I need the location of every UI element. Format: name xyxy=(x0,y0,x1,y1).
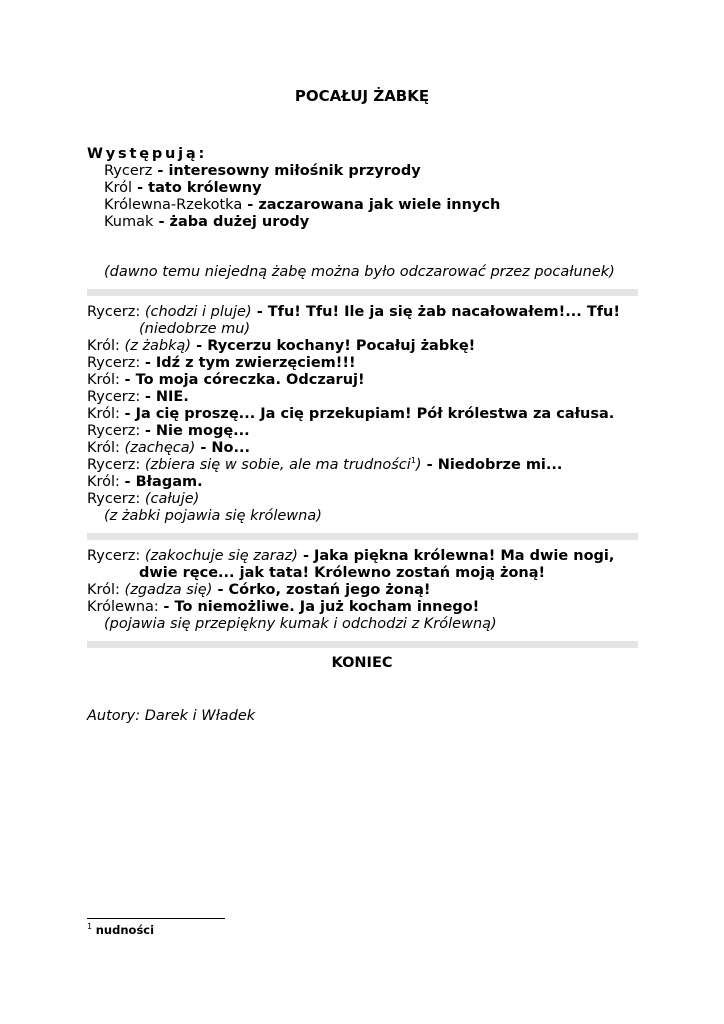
dialogue-line xyxy=(87,491,199,507)
cast-name: Kumak xyxy=(104,214,154,230)
stage-direction: (zachęca) xyxy=(124,440,196,456)
speaker: Rycerz: xyxy=(87,457,145,473)
dialogue-continuation xyxy=(139,565,545,581)
speech: dwie ręce... jak tata! Królewno zostań moją żoną! xyxy=(139,565,546,581)
cast-desc: - interesowny miłośnik przyrody xyxy=(152,163,421,179)
cast-name: Rycerz xyxy=(104,163,153,179)
stage-direction-line xyxy=(104,616,497,632)
stage-direction: (całuje) xyxy=(144,491,200,507)
cast-member xyxy=(104,214,309,230)
cast-member xyxy=(104,163,421,179)
dialogue-line xyxy=(87,457,562,473)
speaker: Rycerz: xyxy=(87,491,145,507)
dialogue-line xyxy=(87,372,365,388)
cast-member xyxy=(104,180,262,196)
dialogue-line xyxy=(87,423,250,439)
speaker: Król: xyxy=(87,406,125,422)
speaker: Królewna: xyxy=(87,599,164,615)
speech: - Idź z tym zwierzęciem!!! xyxy=(144,355,356,371)
dialogue-line xyxy=(87,599,479,615)
speech: - Ja cię proszę... Ja cię przekupiam! Pół królestwa za całusa. xyxy=(124,406,615,422)
speech: - NIE. xyxy=(144,389,189,405)
footnote xyxy=(87,923,154,937)
stage-direction: (zbiera się w sobie, ale ma trudności xyxy=(144,457,411,473)
stage-direction: (niedobrze mu) xyxy=(139,321,251,337)
cast-desc: - zaczarowana jak wiele innych xyxy=(242,197,501,213)
cast-name: Król xyxy=(104,180,133,196)
section-divider xyxy=(87,533,638,540)
dialogue-line xyxy=(87,355,356,371)
dialogue-line xyxy=(87,338,475,354)
speaker: Król: xyxy=(87,372,125,388)
footnote-separator xyxy=(87,918,225,919)
speech: - Nie mogę... xyxy=(144,423,250,439)
cast-name: Królewna-Rzekotka xyxy=(104,197,243,213)
intro-stage-direction xyxy=(104,264,615,280)
cast-member xyxy=(104,197,500,213)
speech: - To moja córeczka. Odczaruj! xyxy=(124,372,365,388)
speaker: Król: xyxy=(87,440,125,456)
speech: - Tfu! Tfu! Ile ja się żab nacałowałem!... Tfu! xyxy=(251,304,620,320)
speaker: Król: xyxy=(87,474,125,490)
speech: - Jaka piękna królewna! Ma dwie nogi, xyxy=(297,548,615,564)
speaker: Rycerz: xyxy=(87,389,145,405)
dialogue-line xyxy=(87,548,614,564)
footnote-number: 1 xyxy=(87,922,93,932)
authors xyxy=(87,708,255,724)
cast-heading: Występują: xyxy=(87,146,208,162)
speech: - No... xyxy=(195,440,251,456)
section-divider xyxy=(87,641,638,648)
dialogue-line xyxy=(87,389,189,405)
page-title: POCAŁUJ ŻABKĘ xyxy=(294,87,430,105)
stage-direction-line xyxy=(104,508,322,524)
stage-direction: (z żabką) xyxy=(124,338,192,354)
speaker: Rycerz: xyxy=(87,423,145,439)
speaker: Król: xyxy=(87,338,125,354)
dialogue-line xyxy=(87,440,250,456)
end-marker: KONIEC xyxy=(331,655,393,671)
speaker: Rycerz: xyxy=(87,548,145,564)
dialogue-line xyxy=(87,304,620,320)
section-divider xyxy=(87,289,638,296)
footnote-ref[interactable]: 1 xyxy=(410,456,416,466)
speech: - Rycerzu kochany! Pocałuj żabkę! xyxy=(191,338,476,354)
dialogue-continuation xyxy=(139,321,250,337)
stage-direction: (chodzi i pluje) xyxy=(144,304,252,320)
dialogue-line xyxy=(87,406,614,422)
footnote-text: nudności xyxy=(95,923,155,937)
speech: - Błagam. xyxy=(124,474,203,490)
speech: - Niedobrze mi... xyxy=(421,457,563,473)
speaker: Rycerz: xyxy=(87,304,145,320)
stage-direction: (zakochuje się zaraz) xyxy=(144,548,298,564)
stage-direction-end: ) xyxy=(415,457,422,473)
intro-text: (dawno temu niejedną żabę można było odczarować przez pocałunek) xyxy=(104,264,615,280)
speaker: Rycerz: xyxy=(87,355,145,371)
speech: - To niemożliwe. Ja już kocham innego! xyxy=(163,599,480,615)
stage-direction: (z żabki pojawia się królewna) xyxy=(104,508,322,524)
speech: - Córko, zostań jego żoną! xyxy=(212,582,431,598)
stage-direction: (zgadza się) xyxy=(124,582,213,598)
cast-desc: - tato królewny xyxy=(132,180,262,196)
stage-direction: (pojawia się przepiękny kumak i odchodzi z Królewną) xyxy=(104,616,497,632)
speaker: Król: xyxy=(87,582,125,598)
authors-text: Autory: Darek i Władek xyxy=(87,708,256,724)
cast-desc: - żaba dużej urody xyxy=(153,214,310,230)
dialogue-line xyxy=(87,582,430,598)
dialogue-line xyxy=(87,474,203,490)
